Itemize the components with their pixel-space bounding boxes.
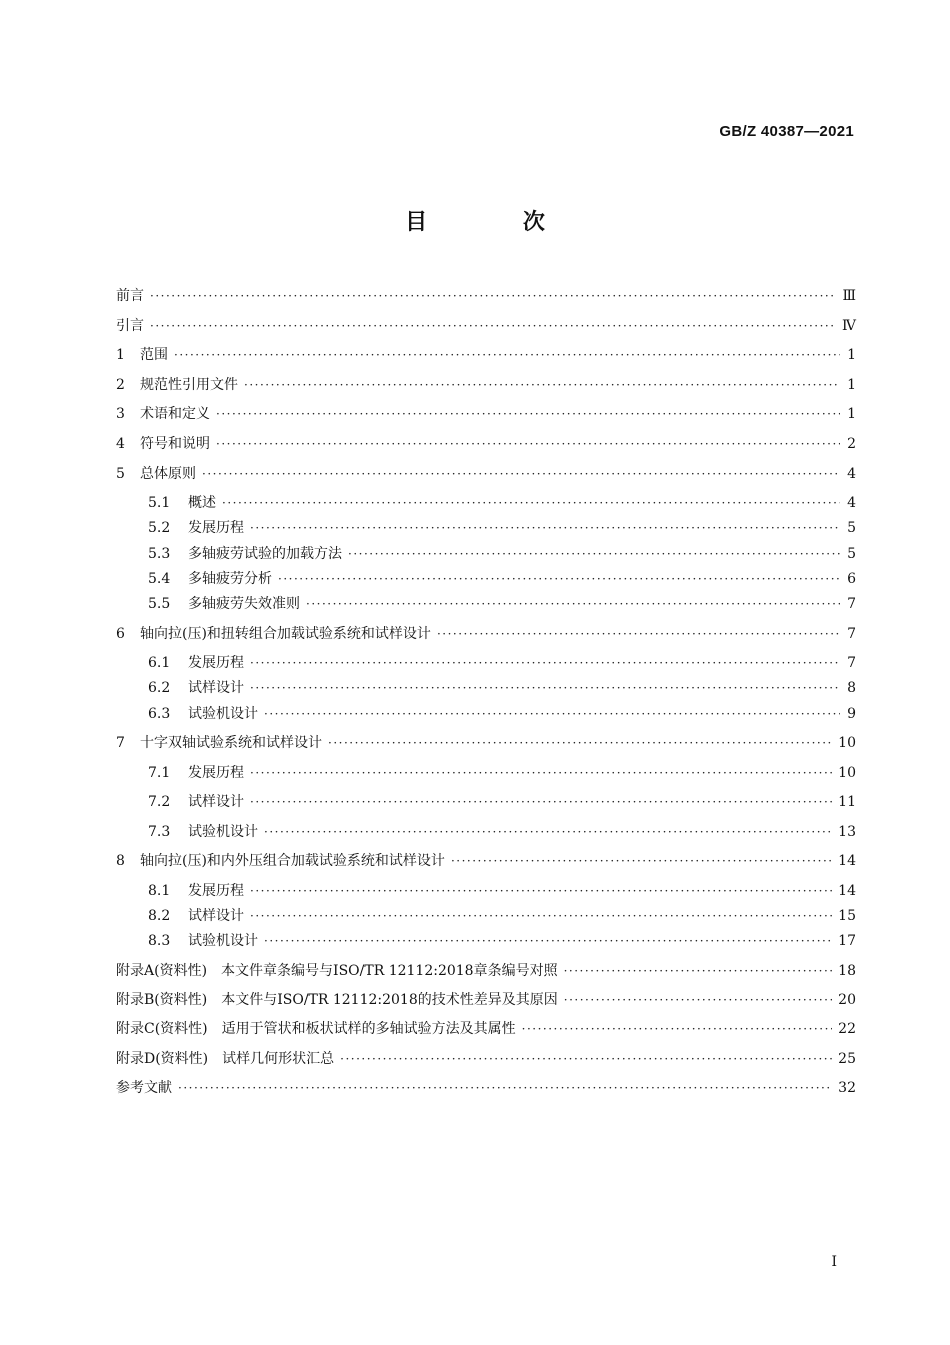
toc-entry[interactable]: [148, 820, 856, 844]
toc-entry-page: 1: [847, 377, 856, 393]
toc-entry[interactable]: [148, 702, 856, 726]
toc-title: 目 次: [405, 210, 589, 235]
toc-entry[interactable]: [148, 592, 856, 616]
toc-leader-dots: [250, 879, 832, 903]
toc-entry-title: 多轴疲劳分析: [188, 571, 272, 587]
toc-entry-number: 8.2: [148, 908, 171, 924]
toc-leader-dots: [348, 542, 840, 566]
toc-entry-number: 1: [116, 347, 125, 363]
toc-entry-title: 多轴疲劳试验的加载方法: [188, 546, 342, 562]
toc-entry-title: 本文件与ISO/TR 12112:2018的技术性差异及其原因: [221, 992, 558, 1008]
toc-leader-dots: [150, 314, 836, 338]
toc-entry-page: 14: [838, 853, 856, 869]
toc-entry-title: 试样设计: [188, 680, 244, 696]
toc-entry-title: 概述: [188, 495, 216, 511]
toc-entry-page: 7: [847, 596, 856, 612]
toc-leader-dots: [202, 462, 840, 486]
toc-entry[interactable]: [116, 402, 856, 426]
toc-leader-dots: [264, 820, 832, 844]
toc-entry-title: 前言: [116, 288, 144, 304]
toc-entry-number: 2: [116, 377, 125, 393]
toc-entry[interactable]: [116, 849, 856, 873]
toc-entry-title: 轴向拉(压)和扭转组合加载试验系统和试样设计: [140, 626, 431, 642]
toc-leader-dots: [564, 959, 833, 983]
toc-entry[interactable]: [148, 542, 856, 566]
toc-entry-number: 3: [116, 406, 125, 422]
toc-leader-dots: [250, 761, 832, 785]
toc-entry[interactable]: [116, 373, 856, 397]
toc-entry[interactable]: [148, 516, 856, 540]
toc-entry-title: 试样设计: [188, 908, 244, 924]
toc-entry[interactable]: [116, 432, 856, 456]
toc-entry-number: 5.2: [148, 520, 171, 536]
toc-leader-dots: [328, 731, 832, 755]
toc-entry-title: 轴向拉(压)和内外压组合加载试验系统和试样设计: [140, 853, 445, 869]
toc-leader-dots: [178, 1076, 832, 1100]
toc-entry[interactable]: [116, 314, 856, 338]
toc-entry-page: 20: [838, 992, 856, 1008]
toc-leader-dots: [437, 622, 840, 646]
toc-entry-number: 6.1: [148, 655, 171, 671]
toc-entry-page: 1: [847, 347, 856, 363]
toc-entry-page: 4: [847, 495, 856, 511]
toc-entry[interactable]: [116, 462, 856, 486]
toc-entry-title: 发展历程: [188, 520, 244, 536]
toc-entry-page: 7: [847, 655, 856, 671]
toc-entry-number: 7: [116, 735, 125, 751]
toc-leader-dots: [264, 702, 840, 726]
toc-entry[interactable]: [148, 790, 856, 814]
toc-entry[interactable]: [148, 651, 856, 675]
toc-entry-number: 5.3: [148, 546, 171, 562]
toc-entry-number: 8: [116, 853, 125, 869]
toc-entry-page: 25: [838, 1051, 856, 1067]
toc-entry-number: 6: [116, 626, 125, 642]
toc-leader-dots: [150, 284, 836, 308]
toc-appendix-entry[interactable]: [116, 959, 856, 983]
toc-entry-page: 14: [838, 883, 856, 899]
toc-entry-number: 附录B(资料性): [116, 992, 208, 1008]
toc-leader-dots: [250, 904, 832, 928]
toc-entry[interactable]: [148, 676, 856, 700]
toc-leader-dots: [216, 402, 840, 426]
toc-entry[interactable]: [148, 491, 856, 515]
toc-leader-dots: [250, 676, 840, 700]
toc-entry-page: 10: [838, 765, 856, 781]
toc-leader-dots: [216, 432, 840, 456]
toc-entry[interactable]: [116, 622, 856, 646]
toc-entry-page: 17: [838, 933, 856, 949]
toc-entry-number: 5.5: [148, 596, 171, 612]
toc-entry-number: 4: [116, 436, 125, 452]
toc-entry-title: 试验机设计: [188, 706, 258, 722]
standard-number: GB/Z 40387—2021: [719, 123, 854, 140]
toc-entry-page: 2: [847, 436, 856, 452]
toc-appendix-entry[interactable]: [116, 1017, 856, 1041]
toc-entry-number: 附录D(资料性): [116, 1051, 209, 1067]
toc-entry-page: 9: [847, 706, 856, 722]
toc-entry[interactable]: [148, 879, 856, 903]
toc-entry-number: 附录A(资料性): [116, 963, 208, 979]
toc-entry-number: 6.3: [148, 706, 171, 722]
toc-entry-title: 引言: [116, 318, 144, 334]
toc-entry-page: 7: [847, 626, 856, 642]
toc-entry-page: 18: [838, 963, 856, 979]
toc-entry-page: 4: [847, 466, 856, 482]
toc-entry-title: 试验机设计: [188, 933, 258, 949]
toc-entry-number: 7.2: [148, 794, 171, 810]
toc-leader-dots: [250, 651, 840, 675]
toc-entry-page: 6: [847, 571, 856, 587]
toc-entry-title: 发展历程: [188, 765, 244, 781]
toc-entry-title: 总体原则: [140, 466, 196, 482]
toc-entry-number: 8.3: [148, 933, 171, 949]
toc-entry[interactable]: [116, 284, 856, 308]
toc-entry-page: 13: [838, 824, 856, 840]
toc-entry[interactable]: [148, 929, 856, 953]
toc-entry-number: 8.1: [148, 883, 171, 899]
toc-entry-title: 本文件章条编号与ISO/TR 12112:2018章条编号对照: [221, 963, 558, 979]
toc-appendix-entry[interactable]: [116, 1047, 856, 1071]
toc-entry-number: 6.2: [148, 680, 171, 696]
toc-entry-title: 十字双轴试验系统和试样设计: [140, 735, 322, 751]
page-number: I: [831, 1254, 837, 1270]
toc-entry-title: 符号和说明: [140, 436, 210, 452]
toc-entry-title: 参考文献: [116, 1080, 172, 1096]
toc-leader-dots: [278, 567, 840, 591]
toc-entry-number: 5.1: [148, 495, 171, 511]
toc-entry-title: 发展历程: [188, 883, 244, 899]
toc-entry[interactable]: [148, 761, 856, 785]
toc-entry-page: Ⅲ: [842, 288, 856, 304]
toc-entry-page: 32: [838, 1080, 856, 1096]
toc-entry-title: 发展历程: [188, 655, 244, 671]
toc-leader-dots: [250, 516, 840, 540]
toc-entry-page: 15: [838, 908, 856, 924]
toc-entry-title: 适用于管状和板状试样的多轴试验方法及其属性: [221, 1021, 516, 1037]
toc-entry-page: 1: [847, 406, 856, 422]
toc-leader-dots: [244, 373, 840, 397]
toc-entry[interactable]: [148, 904, 856, 928]
toc-entry-page: 5: [847, 520, 856, 536]
toc-entry-title: 规范性引用文件: [140, 377, 238, 393]
toc-entry[interactable]: [116, 343, 856, 367]
toc-entry-number: 5.4: [148, 571, 171, 587]
toc-leader-dots: [250, 790, 832, 814]
toc-entry[interactable]: [116, 1076, 856, 1100]
toc-entry-title: 试样设计: [188, 794, 244, 810]
toc-appendix-entry[interactable]: [116, 988, 856, 1012]
toc-entry-page: 11: [838, 794, 856, 810]
toc-entry-number: 5: [116, 466, 125, 482]
toc-entry-page: 8: [847, 680, 856, 696]
toc-entry-title: 范围: [140, 347, 168, 363]
toc-entry-title: 试样几何形状汇总: [222, 1051, 335, 1067]
toc-leader-dots: [564, 988, 832, 1012]
toc-entry-page: 22: [838, 1021, 856, 1037]
toc-entry-number: 附录C(资料性): [116, 1021, 208, 1037]
toc-entry-page: 5: [847, 546, 856, 562]
toc-entry-title: 术语和定义: [140, 406, 210, 422]
toc-entry-number: 7.1: [148, 765, 171, 781]
toc-entry[interactable]: [148, 567, 856, 591]
toc-entry-page: Ⅳ: [842, 318, 856, 334]
toc-leader-dots: [222, 491, 840, 515]
toc-entry[interactable]: [116, 731, 856, 755]
toc-leader-dots: [340, 1047, 832, 1071]
toc-leader-dots: [264, 929, 832, 953]
toc-leader-dots: [306, 592, 840, 616]
toc-leader-dots: [451, 849, 832, 873]
toc-leader-dots: [522, 1017, 833, 1041]
toc-entry-number: 7.3: [148, 824, 171, 840]
toc-leader-dots: [174, 343, 840, 367]
toc-entry-page: 10: [838, 735, 856, 751]
toc-entry-title: 多轴疲劳失效准则: [188, 596, 300, 612]
toc-entry-title: 试验机设计: [188, 824, 258, 840]
